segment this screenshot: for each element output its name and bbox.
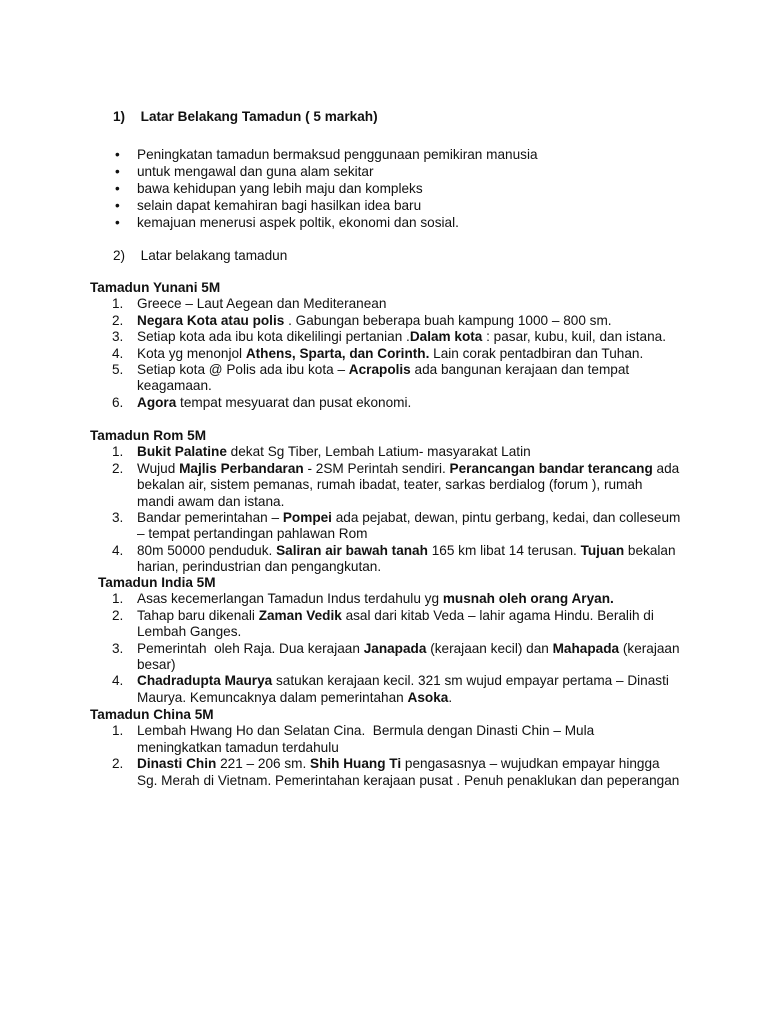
item-list — [90, 723, 690, 789]
list-item — [90, 346, 682, 362]
heading-2-number: 2) — [113, 248, 126, 263]
item-number: 3. — [112, 510, 124, 526]
section-title: Tamadun Yunani 5M — [90, 280, 221, 295]
item-number: 4. — [112, 673, 124, 689]
bold-text: musnah oleh orang Aryan. — [442, 591, 614, 607]
list-item — [90, 510, 685, 543]
item-number: 2. — [112, 312, 124, 328]
heading-1-number: 1) — [113, 109, 126, 124]
section-rom — [90, 428, 690, 576]
item-text: tempat mesyuarat dan pusat ekonomi. — [176, 394, 412, 410]
heading-1-text: Latar Belakang Tamadun ( 5 markah) — [140, 109, 378, 124]
bullet-list — [113, 146, 633, 231]
list-item — [90, 329, 682, 345]
item-text: - 2SM Perintah sendiri. — [303, 460, 450, 476]
item-text: ada pejabat, dewan, pintu gerbang, kedai, dan colleseum – tempat pertandingan pahlawan Rom — [137, 510, 685, 542]
heading-2 — [113, 248, 287, 264]
item-text: (kerajaan besar) — [137, 640, 684, 673]
item-text: ada bangunan kerajaan dan tempat keagamaan. — [137, 362, 633, 394]
list-item — [90, 362, 682, 395]
item-number: 2. — [112, 607, 124, 623]
bullet-item: • untuk mengawal dan guna alam sekitar — [113, 163, 633, 180]
item-text: pengasasnya – wujudkan empayar hingga Sg. Merah di Vietnam. Pemerintahan kerajaan pusat . Penuh penaklukan dan peperangan — [137, 756, 680, 788]
bold-text: Athens, Sparta, dan Corinth. — [245, 345, 430, 361]
section-india — [90, 575, 690, 706]
bold-text: Bukit Palatine — [137, 444, 227, 460]
item-text: asal dari kitab Veda – lahir agama Hindu. Beralih di Lembah Ganges. — [137, 607, 658, 640]
bold-text: Shih Huang Ti — [310, 756, 402, 772]
list-item — [90, 756, 682, 789]
item-text: Setiap kota @ Polis ada ibu kota – — [137, 362, 349, 378]
item-number: 4. — [112, 542, 124, 558]
item-number: 2. — [112, 460, 124, 476]
item-text: bekalan harian, perindustrian dan pengangkutan. — [137, 542, 680, 575]
section-title: Tamadun Rom 5M — [90, 428, 207, 443]
item-number: 3. — [112, 640, 124, 656]
bold-text: Dalam kota — [409, 329, 483, 345]
item-text: Setiap kota ada ibu kota dikelilingi pertanian . — [137, 329, 410, 345]
item-text: Kota yg menonjol — [137, 345, 246, 361]
bold-text: Dinasti Chin — [137, 756, 217, 772]
item-number: 4. — [112, 345, 124, 361]
item-text: (kerajaan kecil) dan — [426, 640, 553, 656]
item-number: 6. — [112, 394, 124, 410]
bold-text: Acrapolis — [348, 362, 411, 378]
bold-text: Perancangan bandar terancang — [449, 460, 653, 476]
list-item — [90, 608, 682, 641]
bold-text: Negara Kota atau polis — [137, 312, 285, 328]
item-number: 1. — [112, 296, 124, 312]
item-number: 1. — [112, 723, 124, 739]
list-item — [90, 444, 682, 460]
bold-text: Mahapada — [552, 640, 620, 656]
item-text: Greece – Laut Aegean dan Mediteranean — [137, 296, 387, 312]
bold-text: Janapada — [363, 640, 427, 656]
item-text: dekat Sg Tiber, Lembah Latium- masyarakat Latin — [226, 444, 531, 460]
list-item — [90, 591, 682, 607]
item-text: Lain corak pentadbiran dan Tuhan. — [429, 345, 644, 361]
bold-text: Agora — [137, 394, 177, 410]
heading-1 — [113, 109, 378, 125]
section-yunani — [90, 280, 690, 411]
list-item — [90, 723, 682, 756]
item-text: Wujud — [137, 460, 180, 476]
bullet-item: • selain dapat kemahiran bagi hasilkan idea baru — [113, 197, 633, 214]
list-item — [90, 543, 682, 576]
bullet-item: • bawa kehidupan yang lebih maju dan kompleks — [113, 180, 633, 197]
item-text: . — [448, 689, 453, 705]
bold-text: Saliran air bawah tanah — [276, 542, 428, 558]
section-china — [90, 707, 690, 789]
item-list — [90, 296, 690, 411]
heading-2-text: Latar belakang tamadun — [140, 248, 288, 263]
item-number: 1. — [112, 444, 124, 460]
item-text: Pemerintah oleh Raja. Dua kerajaan — [137, 640, 364, 656]
item-text: : pasar, kubu, kuil, dan istana. — [482, 329, 666, 345]
item-text: 221 – 206 sm. — [216, 756, 311, 772]
item-text: Bandar pemerintahan – — [137, 510, 283, 526]
list-item — [90, 313, 682, 329]
bold-text: Asoka — [407, 689, 449, 705]
item-text: satukan kerajaan kecil. 321 sm wujud empayar pertama – Dinasti Maurya. Kemuncaknya dalam pemerintahan — [137, 673, 673, 705]
item-text: . Gabungan beberapa buah kampung 1000 – 800 sm. — [284, 312, 612, 328]
list-item — [90, 395, 682, 411]
item-number: 3. — [112, 329, 124, 345]
item-text: Tahap baru dikenali — [137, 607, 259, 623]
item-text: 80m 50000 penduduk. — [137, 542, 277, 558]
bold-text: Chadradupta Maurya — [137, 673, 273, 689]
bullet-item: • Peningkatan tamadun bermaksud penggunaan pemikiran manusia — [113, 146, 633, 163]
list-item — [90, 641, 682, 674]
item-number: 2. — [112, 756, 124, 772]
list-item — [90, 296, 682, 312]
list-item — [90, 461, 682, 510]
bullet-item: • kemajuan menerusi aspek poltik, ekonomi dan sosial. — [113, 214, 633, 231]
list-item — [90, 673, 682, 706]
section-title: Tamadun India 5M — [98, 575, 216, 590]
item-text: ada bekalan air, sistem pemanas, rumah ibadat, teater, sarkas berdialog (forum ), rumah mandi awam dan istana. — [137, 460, 684, 509]
bold-text: Tujuan — [580, 542, 625, 558]
section-title: Tamadun China 5M — [90, 707, 214, 722]
item-text: 165 km libat 14 terusan. — [427, 542, 581, 558]
item-text: Asas kecemerlangan Tamadun Indus terdahulu yg — [137, 591, 443, 607]
item-number: 5. — [112, 362, 124, 378]
bold-text: Zaman Vedik — [258, 607, 342, 623]
item-list — [90, 591, 690, 706]
item-list — [90, 444, 690, 575]
bold-text: Pompei — [282, 510, 332, 526]
bold-text: Majlis Perbandaran — [179, 460, 304, 476]
item-text: Lembah Hwang Ho dan Selatan Cina. Bermula dengan Dinasti Chin – Mula meningkatkan tamadun terdahulu — [137, 723, 598, 755]
item-number: 1. — [112, 591, 124, 607]
